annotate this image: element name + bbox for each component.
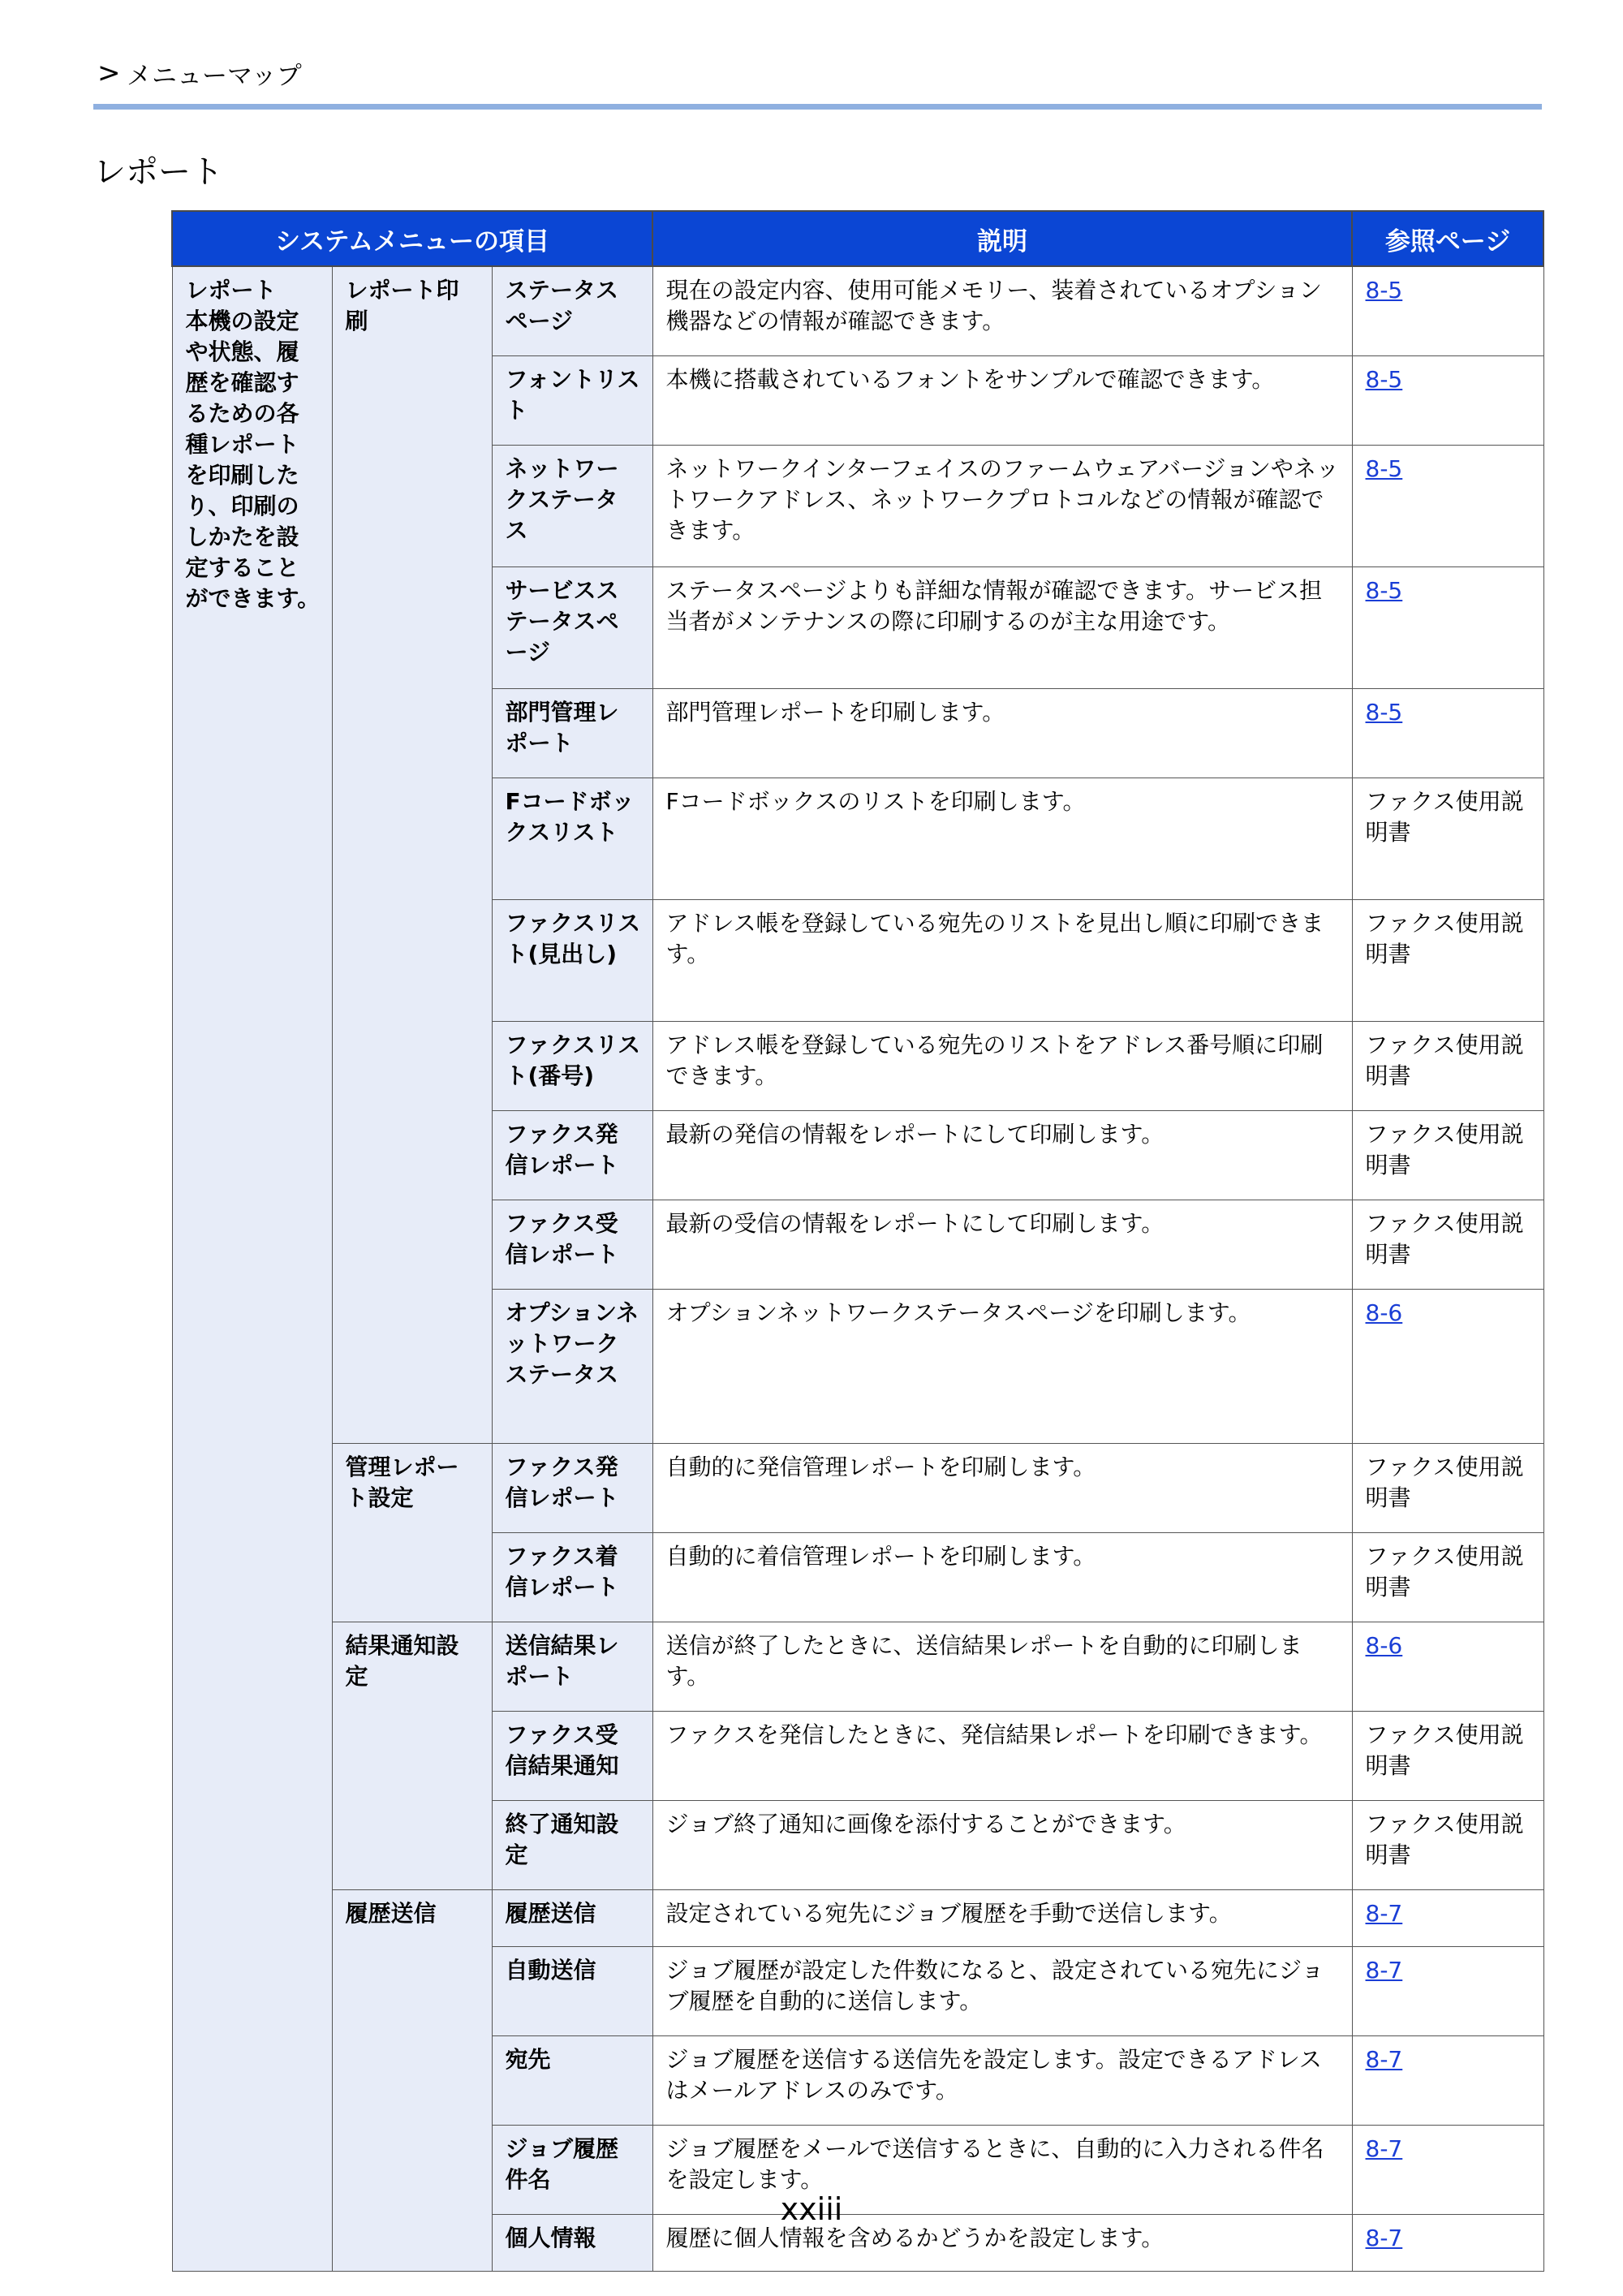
menu-item-description: 自動的に発信管理レポートを印刷します。: [652, 1443, 1352, 1532]
reference-cell: [1352, 1711, 1543, 1800]
menu-item-description: 送信が終了したときに、送信結果レポートを自動的に印刷します。: [652, 1622, 1352, 1711]
reference-text: ファクス使用説明書: [1365, 1031, 1524, 1089]
menu-item-name: ファクスリスト(番号): [492, 1021, 652, 1110]
menu-item-name: ファクス発信レポート: [492, 1110, 652, 1200]
reference-text: ファクス使用説明書: [1365, 1453, 1524, 1511]
table-header-row: [172, 211, 1543, 266]
menu-item-description: 履歴に個人情報を含めるかどうかを設定します。: [652, 2214, 1352, 2271]
reference-link[interactable]: 8-7: [1365, 1899, 1403, 1927]
reference-link[interactable]: 8-5: [1365, 576, 1403, 604]
reference-text: ファクス使用説明書: [1365, 787, 1524, 846]
menu-item-description: 最新の発信の情報をレポートにして印刷します。: [652, 1110, 1352, 1200]
reference-cell: [1352, 1200, 1543, 1289]
reference-cell: [1352, 1946, 1543, 2035]
menu-item-name: 部門管理レポート: [492, 688, 652, 778]
menu-item-name: サービスステータスページ: [492, 566, 652, 688]
reference-text: ファクス使用説明書: [1365, 1209, 1524, 1268]
menu-item-description: 現在の設定内容、使用可能メモリー、装着されているオプション機器などの情報が確認できます。: [652, 266, 1352, 355]
reference-link[interactable]: 8-5: [1365, 454, 1403, 482]
menu-item-description: ジョブ履歴を送信する送信先を設定します。設定できるアドレスはメールアドレスのみです。: [652, 2035, 1352, 2125]
table-body: [172, 266, 1543, 2271]
header-description: 説明: [652, 211, 1352, 266]
table-row: [172, 266, 1543, 355]
reference-cell: [1352, 778, 1543, 899]
reference-cell: [1352, 266, 1543, 355]
reference-cell: [1352, 566, 1543, 688]
level1-cell: [172, 266, 332, 2271]
reference-text: ファクス使用説明書: [1365, 1721, 1524, 1779]
reference-link[interactable]: 8-5: [1365, 698, 1403, 726]
reference-cell: [1352, 1800, 1543, 1889]
menu-item-name: 送信結果レポート: [492, 1622, 652, 1711]
reference-text: ファクス使用説明書: [1365, 1542, 1524, 1600]
menu-item-description: 最新の受信の情報をレポートにして印刷します。: [652, 1200, 1352, 1289]
menu-item-name: 宛先: [492, 2035, 652, 2125]
menu-item-name: ステータスページ: [492, 266, 652, 355]
reference-cell: [1352, 445, 1543, 566]
menu-item-name: ファクス受信結果通知: [492, 1711, 652, 1800]
menu-item-description: 本機に搭載されているフォントをサンプルで確認できます。: [652, 355, 1352, 445]
level1-description: 本機の設定や状態、履歴を確認するための各種レポートを印刷したり、印刷のしかたを設定することができます。: [185, 308, 321, 612]
menu-item-description: オプションネットワークステータスページを印刷します。: [652, 1289, 1352, 1443]
menu-item-name: オプションネットワークステータス: [492, 1289, 652, 1443]
group-name: 管理レポート設定: [332, 1443, 492, 1622]
menu-item-description: ネットワークインターフェイスのファームウェアバージョンやネットワークアドレス、ネットワークプロトコルなどの情報が確認できます。: [652, 445, 1352, 566]
reference-cell: [1352, 1110, 1543, 1200]
level1-title: レポート: [185, 277, 277, 304]
header-reference: 参照ページ: [1352, 211, 1543, 266]
table-row: [172, 1889, 1543, 1946]
menu-item-description: Fコードボックスのリストを印刷します。: [652, 778, 1352, 899]
reference-text: ファクス使用説明書: [1365, 909, 1524, 967]
reference-cell: [1352, 1021, 1543, 1110]
menu-item-description: ジョブ履歴をメールで送信するときに、自動的に入力される件名を設定します。: [652, 2125, 1352, 2214]
menu-item-description: 部門管理レポートを印刷します。: [652, 688, 1352, 778]
menu-item-name: フォントリスト: [492, 355, 652, 445]
reference-cell: [1352, 899, 1543, 1021]
group-name: 結果通知設定: [332, 1622, 492, 1889]
reference-cell: [1352, 688, 1543, 778]
chevron-right-icon: >: [97, 57, 121, 89]
reference-link[interactable]: 8-7: [1365, 2134, 1403, 2162]
breadcrumb-label[interactable]: メニューマップ: [127, 61, 302, 91]
header-divider: [93, 104, 1542, 110]
menu-item-name: 履歴送信: [492, 1889, 652, 1946]
reference-link[interactable]: 8-6: [1365, 1299, 1403, 1326]
menu-item-name: 自動送信: [492, 1946, 652, 2035]
reference-link[interactable]: 8-5: [1365, 365, 1403, 393]
breadcrumb: [97, 54, 302, 93]
group-name: レポート印刷: [332, 266, 492, 1443]
menu-item-name: ネットワークステータス: [492, 445, 652, 566]
header-system-menu: システムメニューの項目: [172, 211, 652, 266]
menu-item-name: ファクス着信レポート: [492, 1532, 652, 1622]
menu-item-name: ファクスリスト(見出し): [492, 899, 652, 1021]
reference-link[interactable]: 8-7: [1365, 2045, 1403, 2073]
menu-item-description: 設定されている宛先にジョブ履歴を手動で送信します。: [652, 1889, 1352, 1946]
reference-cell: [1352, 1443, 1543, 1532]
reference-text: ファクス使用説明書: [1365, 1120, 1524, 1178]
menu-item-name: Fコードボックスリスト: [492, 778, 652, 899]
reference-cell: [1352, 1889, 1543, 1946]
menu-item-name: ファクス受信レポート: [492, 1200, 652, 1289]
menu-item-description: ステータスページよりも詳細な情報が確認できます。サービス担当者がメンテナンスの際に印刷するのが主な用途です。: [652, 566, 1352, 688]
reference-cell: [1352, 1289, 1543, 1443]
menu-item-description: ファクスを発信したときに、発信結果レポートを印刷できます。: [652, 1711, 1352, 1800]
menu-item-description: ジョブ履歴が設定した件数になると、設定されている宛先にジョブ履歴を自動的に送信します。: [652, 1946, 1352, 2035]
menu-item-name: ファクス発信レポート: [492, 1443, 652, 1532]
menu-item-description: ジョブ終了通知に画像を添付することができます。: [652, 1800, 1352, 1889]
reference-cell: [1352, 355, 1543, 445]
group-name: 履歴送信: [332, 1889, 492, 2271]
menu-item-name: ジョブ履歴件名: [492, 2125, 652, 2214]
reference-text: ファクス使用説明書: [1365, 1810, 1524, 1868]
table-row: [172, 1622, 1543, 1711]
menu-item-description: アドレス帳を登録している宛先のリストを見出し順に印刷できます。: [652, 899, 1352, 1021]
reference-link[interactable]: 8-6: [1365, 1631, 1403, 1659]
menu-map-table: [171, 210, 1544, 2272]
section-title: レポート: [93, 153, 223, 191]
menu-item-name: 個人情報: [492, 2214, 652, 2271]
page-number: xxiii: [780, 2191, 843, 2227]
table-row: [172, 1443, 1543, 1532]
reference-cell: [1352, 2035, 1543, 2125]
reference-cell: [1352, 1622, 1543, 1711]
menu-item-description: アドレス帳を登録している宛先のリストをアドレス番号順に印刷できます。: [652, 1021, 1352, 1110]
reference-link[interactable]: 8-5: [1365, 277, 1403, 304]
menu-item-name: 終了通知設定: [492, 1800, 652, 1889]
menu-item-description: 自動的に着信管理レポートを印刷します。: [652, 1532, 1352, 1622]
reference-cell: [1352, 1532, 1543, 1622]
reference-link[interactable]: 8-7: [1365, 2224, 1403, 2251]
reference-link[interactable]: 8-7: [1365, 1956, 1403, 1984]
